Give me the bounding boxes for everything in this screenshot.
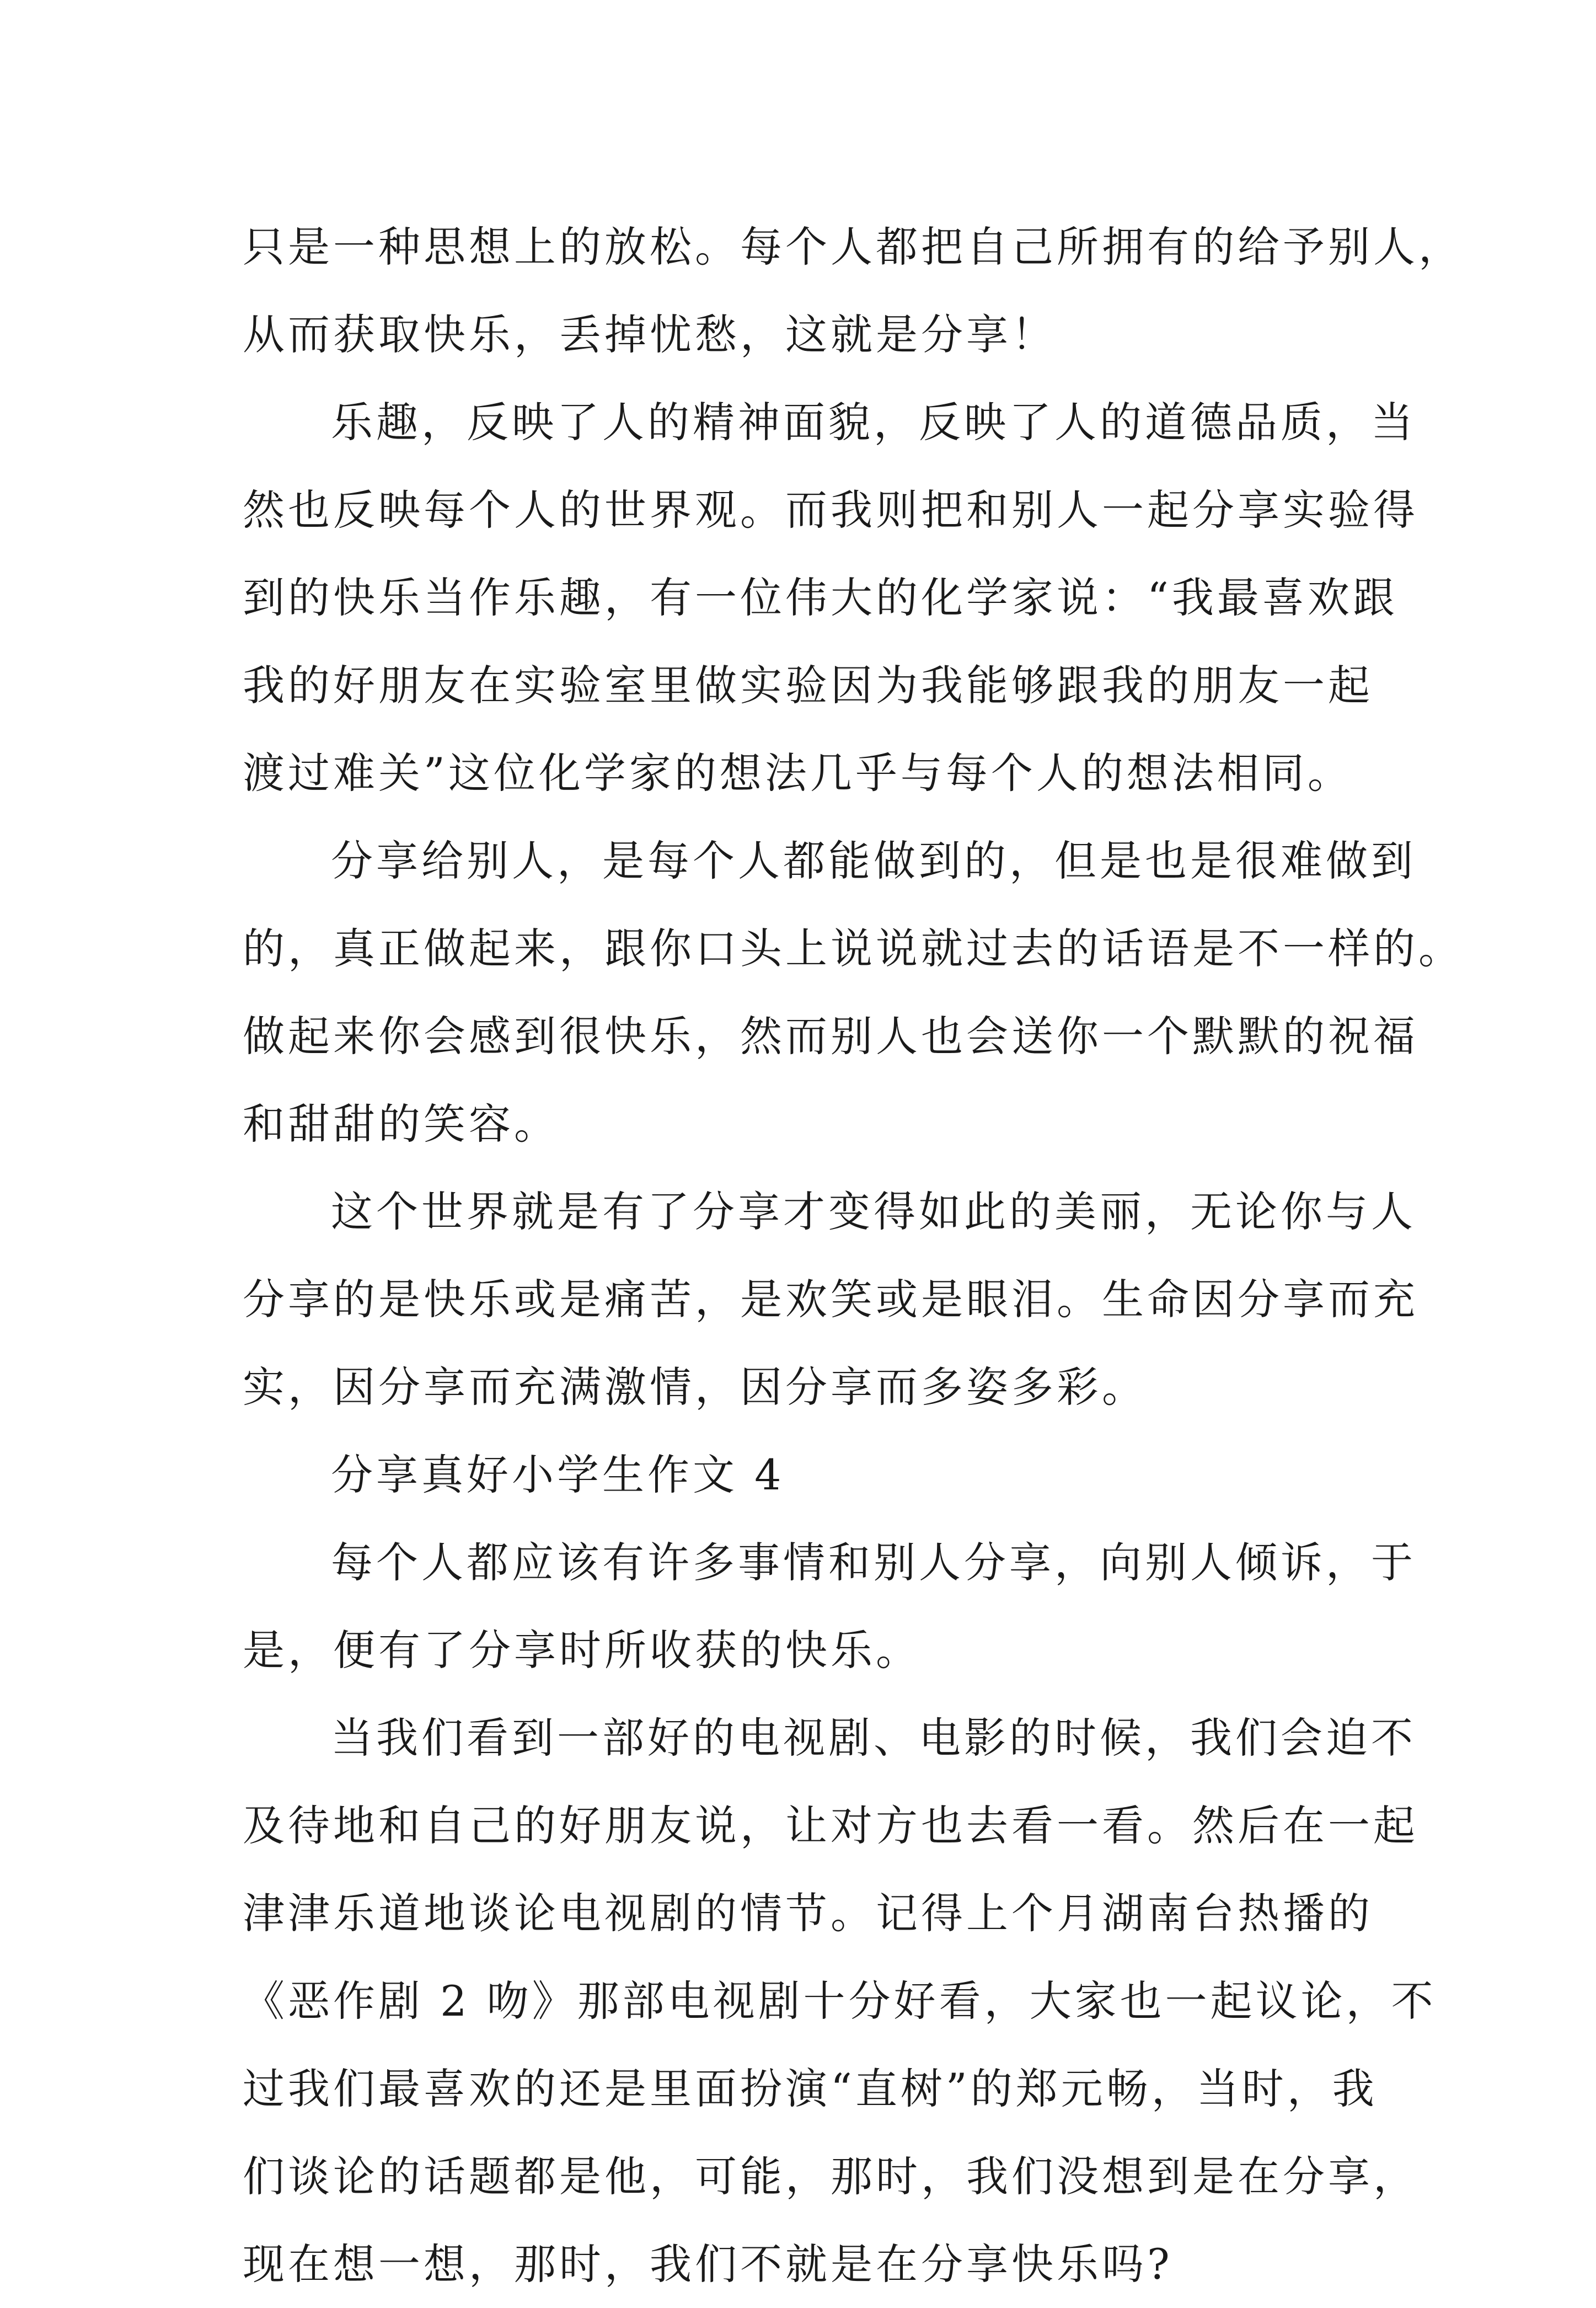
text-line: 过我们最喜欢的还是里面扮演“直树”的郑元畅，当时，我	[243, 2064, 1378, 2113]
document-body	[243, 203, 1464, 2308]
text-line: 只是一种思想上的放松。每个人都把自己所拥有的给予别人，	[243, 222, 1464, 271]
text-line: 分享的是快乐或是痛苦，是欢笑或是眼泪。生命因分享而充	[243, 1275, 1418, 1324]
text-line: 们谈论的话题都是他，可能，那时，我们没想到是在分享，	[243, 2152, 1418, 2201]
text-line: 的，真正做起来，跟你口头上说说就过去的话语是不一样的。	[243, 924, 1464, 973]
text-line: 和甜甜的笑容。	[243, 1099, 559, 1148]
text-line: 我的好朋友在实验室里做实验因为我能够跟我的朋友一起	[243, 661, 1373, 710]
text-line: 津津乐道地谈论电视剧的情节。记得上个月湖南台热播的	[243, 1889, 1373, 1938]
text-line: 是，便有了分享时所收获的快乐。	[243, 1626, 921, 1675]
text-line: 做起来你会感到很快乐，然而别人也会送你一个默默的祝福	[243, 1012, 1418, 1061]
text-line: 现在想一想，那时，我们不就是在分享快乐吗?	[243, 2240, 1173, 2289]
section-heading: 分享真好小学生作文 4	[331, 1450, 785, 1499]
text-line: 当我们看到一部好的电视剧、电影的时候，我们会迫不	[331, 1713, 1416, 1762]
text-line: 分享给别人，是每个人都能做到的，但是也是很难做到	[331, 836, 1416, 885]
text-line: 实，因分享而充满激情，因分享而多姿多彩。	[243, 1363, 1147, 1412]
text-line: 渡过难关”这位化学家的想法几乎与每个人的想法相同。	[243, 749, 1353, 798]
text-line: 及待地和自己的好朋友说，让对方也去看一看。然后在一起	[243, 1801, 1418, 1850]
text-line: 《恶作剧 2 吻》那部电视剧十分好看，大家也一起议论，不	[243, 1976, 1437, 2026]
text-line: 从而获取快乐，丢掉忧愁，这就是分享！	[243, 310, 1057, 359]
text-line: 到的快乐当作乐趣，有一位伟大的化学家说：“我最喜欢跟	[243, 573, 1398, 622]
text-line: 这个世界就是有了分享才变得如此的美丽，无论你与人	[331, 1187, 1416, 1236]
text-line: 然也反映每个人的世界观。而我则把和别人一起分享实验得	[243, 485, 1418, 535]
text-line: 每个人都应该有许多事情和别人分享，向别人倾诉，于	[331, 1538, 1416, 1587]
text-line: 乐趣，反映了人的精神面貌，反映了人的道德品质，当	[331, 398, 1416, 447]
